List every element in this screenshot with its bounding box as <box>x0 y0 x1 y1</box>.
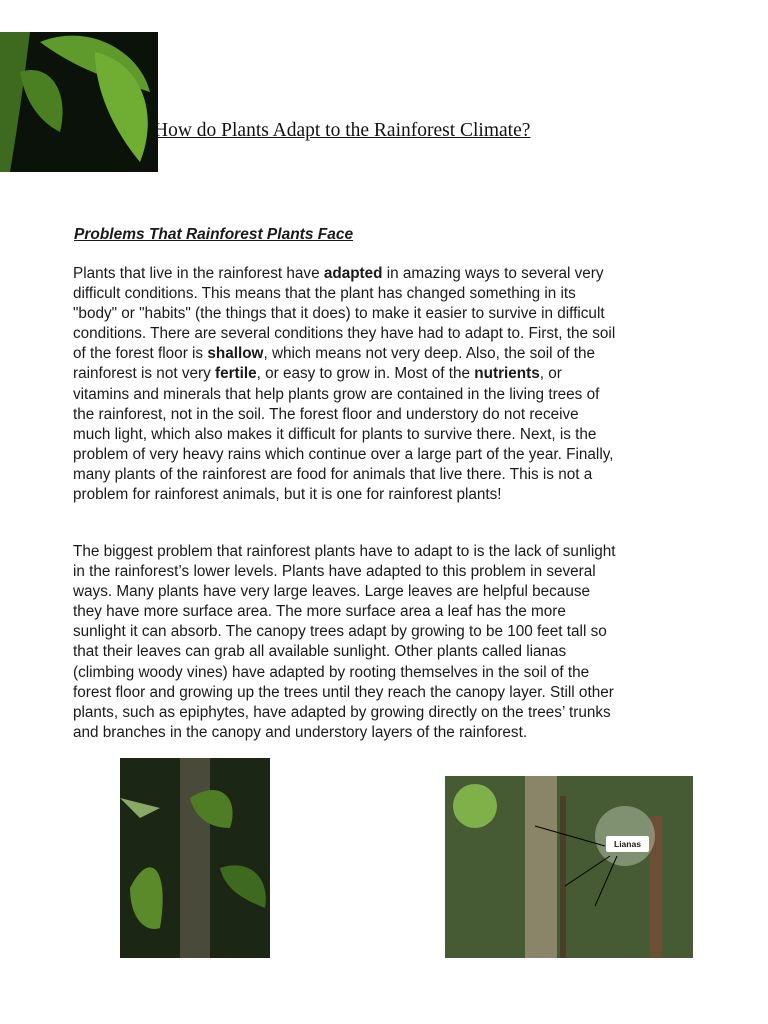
text-segment: problem of very heavy rains which continue over a large part of the year. Finally, <box>73 445 614 463</box>
text-segment: forest floor and growing up the trees until they reach the canopy layer. Still other <box>73 683 614 701</box>
text-segment: many plants of the rainforest are food for animals that live there. This is not a <box>73 465 593 483</box>
text-line <box>73 445 615 465</box>
text-line <box>73 284 615 304</box>
text-line <box>73 562 616 582</box>
text-segment: of the forest floor is <box>73 345 208 363</box>
text-line <box>73 344 615 364</box>
text-segment: that their leaves can grab all available sunlight. Other plants called lianas <box>73 643 567 661</box>
text-line <box>73 324 615 344</box>
text-segment: in the rainforest’s lower levels. Plants have adapted to this problem in several <box>73 563 596 581</box>
text-segment: (climbing woody vines) have adapted by rooting themselves in the soil of the <box>73 663 590 681</box>
text-segment: ways. Many plants have very large leaves. Large leaves are helpful because <box>73 583 590 601</box>
text-line <box>73 642 616 662</box>
text-segment: rainforest is not very <box>73 365 215 383</box>
text-line <box>73 622 616 642</box>
text-segment: conditions. There are several conditions they have had to adapt to. First, the soil <box>73 325 616 343</box>
bold-term: nutrients <box>474 365 540 383</box>
text-segment: the rainforest, not in the soil. The forest floor and understory do not receive <box>73 405 579 423</box>
text-line <box>73 264 615 284</box>
paragraph-problems <box>73 264 615 505</box>
text-line <box>73 703 616 723</box>
section-heading: Problems That Rainforest Plants Face <box>74 226 354 243</box>
text-segment: , or <box>539 365 562 383</box>
text-segment: Plants that live in the rainforest have <box>73 265 324 282</box>
text-segment: they have more surface area. The more surface area a leaf has the more <box>73 603 566 621</box>
text-segment: and branches in the canopy and understory layers of the rainforest. <box>73 723 528 741</box>
text-segment: , or easy to grow in. Most of the <box>256 365 475 383</box>
page-title: How do Plants Adapt to the Rainforest Climate? <box>154 120 531 141</box>
text-line <box>73 485 615 505</box>
text-segment: much light, which also makes it difficult for plants to survive there. Next, is the <box>73 425 597 443</box>
text-segment: vitamins and minerals that help plants grow are contained in the living trees of <box>73 385 600 403</box>
text-segment: problem for rainforest animals, but it is one for rainforest plants! <box>73 486 502 504</box>
bold-term: fertile <box>214 365 257 383</box>
text-line <box>73 465 615 485</box>
text-line <box>73 683 616 703</box>
text-line <box>73 582 616 602</box>
text-segment: in amazing ways to several very <box>382 265 604 282</box>
text-line <box>73 364 615 384</box>
text-line <box>73 425 615 445</box>
text-segment: The biggest problem that rainforest plants have to adapt to is the lack of sunlight <box>73 543 616 560</box>
bold-term: adapted <box>323 265 383 282</box>
text-segment: , which means not very deep. Also, the soil of the <box>263 345 596 363</box>
paragraph-sunlight <box>73 542 616 743</box>
text-segment: "body" or "habits" (the things that it does) to make it easier to survive in difficult <box>73 305 605 323</box>
text-line <box>73 602 616 622</box>
bold-term: shallow <box>207 345 264 363</box>
text-segment: plants, such as epiphytes, have adapted by growing directly on the trees’ trunks <box>73 703 611 721</box>
text-line <box>73 723 616 743</box>
lianas-photo <box>445 776 693 958</box>
text-line <box>73 385 615 405</box>
text-segment: sunlight it can absorb. The canopy trees adapt by growing to be 100 feet tall so <box>73 623 607 641</box>
text-line <box>73 405 615 425</box>
leaf-header-image <box>0 32 158 172</box>
text-segment: difficult conditions. This means that the plant has changed something in its <box>73 285 576 303</box>
text-line <box>73 542 616 562</box>
text-line <box>73 304 615 324</box>
text-line <box>73 663 616 683</box>
epiphyte-photo <box>120 758 270 958</box>
lianas-label: Lianas <box>606 836 649 852</box>
